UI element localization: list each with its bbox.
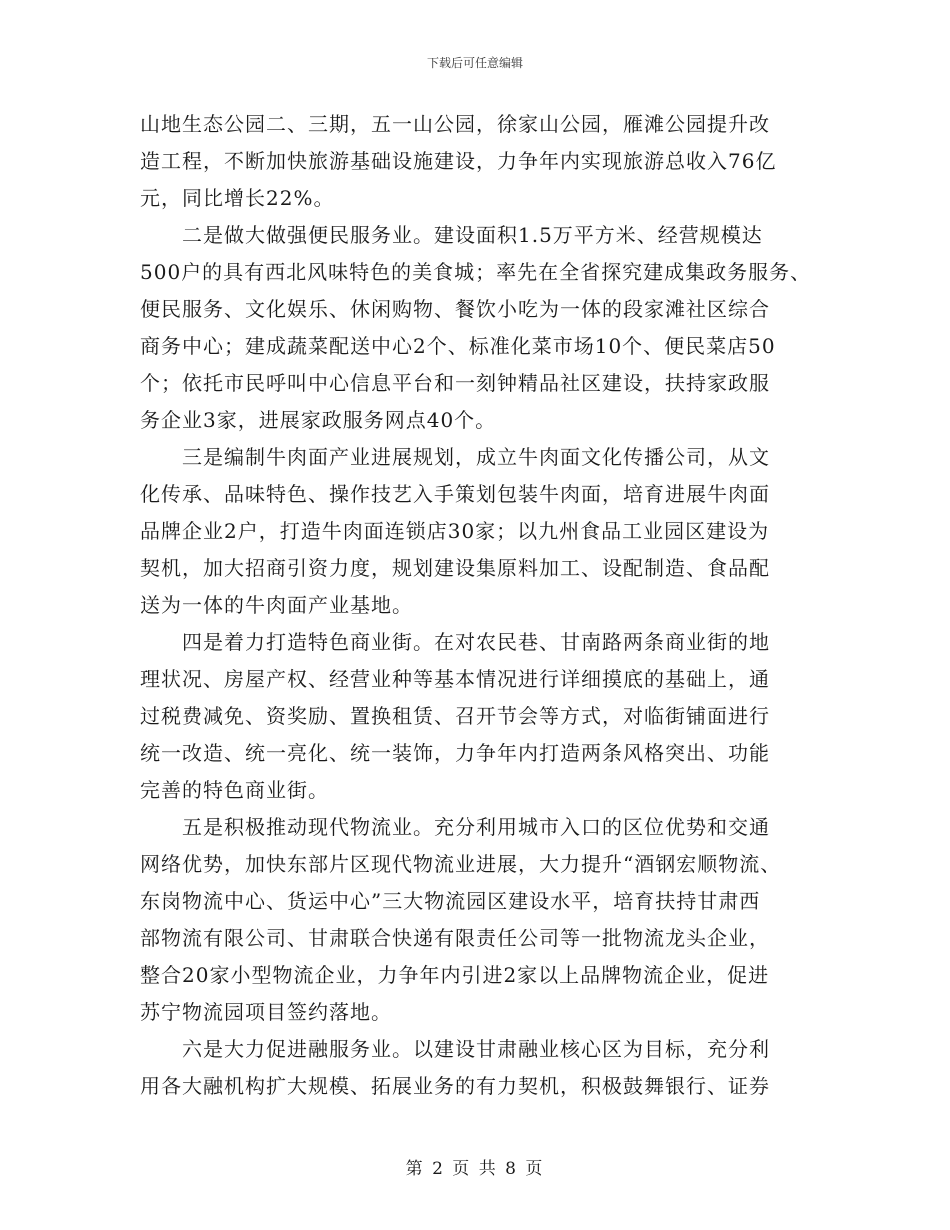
page-number-footer: 第 2 页 共 8 页	[405, 1159, 545, 1179]
paragraph-5: 五是积极推动现代物流业。充分利用城市入口的区位优势和交通 网络优势，加快东部片区现代物流业进展，大力提升“酒钢宏顺物流、 东岗物流中心、货运中心”三大物流园区建设水平，培育扶持甘肃西 部物流有限公司、甘肃联合快递有限责任公司等一批物流龙头企业， 整合20家小型物流企业，力争年内引进2家以上品牌物流企业，促进 苏宁物流园项目签约落地。	[140, 815, 782, 1024]
paragraph-6: 六是大力促进融服务业。以建设甘肃融业核心区为目标，充分利 用各大融机构扩大规模、拓展业务的有力契机，积极鼓舞银行、证券	[140, 1037, 770, 1098]
page-header-note: 下载后可任意编辑	[426, 56, 523, 70]
paragraph-4: 四是着力打造特色商业街。在对农民巷、甘南路两条商业街的地 理状况、房屋产权、经营业种等基本情况进行详细摸底的基础上，通 过税费减免、资奖励、置换租赁、召开节会等方式，对临街铺面进行 统一改造、统一亮化、统一装饰，力争年内打造两条风格突出、功能 完善的特色商业街。	[140, 630, 770, 802]
document-body	[140, 106, 830, 1105]
paragraph-3: 三是编制牛肉面产业进展规划，成立牛肉面文化传播公司，从文 化传承、品味特色、操作技艺入手策划包装牛肉面，培育进展牛肉面 品牌企业2户，打造牛肉面连锁店30家；以九州食品工业园区建设为 契机，加大招商引资力度，规划建设集原料加工、设配制造、食品配 送为一体的牛肉面产业基地。	[140, 445, 770, 617]
paragraph-2: 二是做大做强便民服务业。建设面积1.5万平方米、经营规模达 500户的具有西北风味特色的美食城；率先在全省探究建成集政务服务、 便民服务、文化娱乐、休闲购物、餐饮小吃为一体的段家滩社区综合 商务中心；建成蔬菜配送中心2个、标准化菜市场10个、便民菜店50 个；依托市民呼叫中心信息平台和一刻钟精品社区建设，扶持家政服 务企业3家，进展家政服务网点40个。	[140, 223, 812, 432]
paragraph-1: 山地生态公园二、三期，五一山公园，徐家山公园，雁滩公园提升改 造工程，不断加快旅游基础设施建设，力争年内实现旅游总收入76亿 元，同比增长22%。	[140, 112, 777, 210]
